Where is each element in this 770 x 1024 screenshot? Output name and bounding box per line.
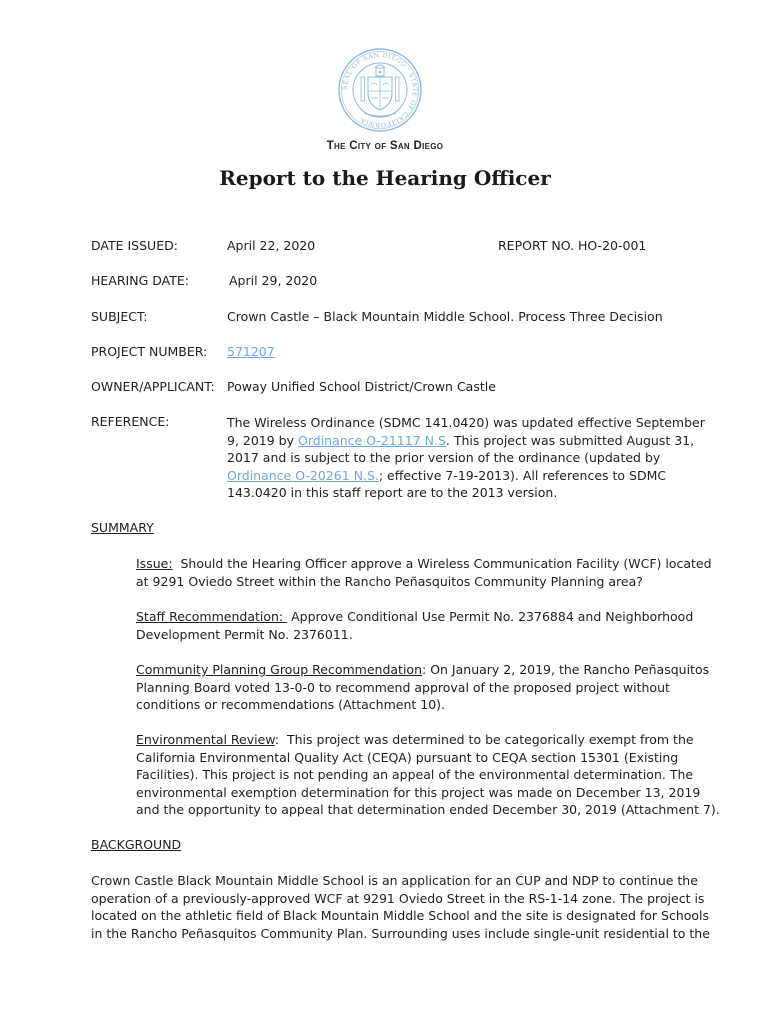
background-heading: BACKGROUND	[91, 837, 182, 852]
background-paragraph: Crown Castle Black Mountain Middle School is an application for an CUP and NDP to continue the operation of a previously-approved WCF at 9291 Oviedo Street in the RS-1-14 zone. The project is located on the athletic field of Black Mountain Middle School and the site is designated for Schools in the Rancho Peñasquitos Community Plan. Surrounding uses include single-unit residential to the	[91, 873, 710, 941]
document-title: Report to the Hearing Officer	[219, 166, 551, 190]
seal-ring-text: SEAL OF SAN DIEGO · STATE OF CALIFORNIA	[341, 51, 419, 129]
summary-heading: SUMMARY	[91, 520, 154, 535]
reference-text: The Wireless Ordinance (SDMC 141.0420) was updated effective September 9, 2019 by Ordinance O-21117 N.S. This project was submitted August 31, 2017 and is subject to the prior version of the ordinance (updated by Ordinance O-20261 N.S.; effective 7-19-2013). All references to SDMC 143.0420 in this staff report are to the 2013 version.	[227, 415, 705, 501]
staff-recommendation-label: Staff Recommendation:	[136, 609, 288, 624]
hearing-date-value: April 29, 2020	[229, 273, 318, 288]
summary-staff-recommendation: Staff Recommendation: Approve Conditional Use Permit No. 2376884 and Neighborhood Development Permit No. 2376011.	[136, 609, 694, 642]
report-number: REPORT NO. HO-20-001	[498, 238, 647, 253]
ordinance-21117-link[interactable]: Ordinance O-21117 N.S	[298, 432, 446, 448]
reference-label: REFERENCE:	[91, 414, 170, 429]
city-seal-logo	[337, 47, 423, 133]
city-name-header: The City of San Diego	[326, 140, 444, 152]
cpg-recommendation-label: Community Planning Group Recommendation	[136, 662, 423, 677]
date-issued-label: DATE ISSUED:	[91, 238, 178, 253]
subject-value: Crown Castle – Black Mountain Middle School. Process Three Decision	[227, 309, 663, 324]
issue-label: Issue:	[136, 556, 173, 571]
summary-environmental-review: Environmental Review: This project was determined to be categorically exempt from the California Environmental Quality Act (CEQA) pursuant to CEQA section 15301 (Existing Facilities). This project is not pending an appeal of the environmental determination. The environmental exemption determination for this project was made on December 13, 2019 and the opportunity to appeal that determination ended December 30, 2019 (Attachment 7).	[136, 732, 720, 818]
owner-applicant-value: Poway Unified School District/Crown Castle	[227, 379, 496, 394]
ordinance-20261-link[interactable]: Ordinance O-20261 N.S.	[227, 467, 379, 483]
hearing-date-label: HEARING DATE:	[91, 273, 189, 288]
summary-cpg-recommendation: Community Planning Group Recommendation: On January 2, 2019, the Rancho Peñasquitos Planning Board voted 13-0-0 to recommend approval of the proposed project without conditions or recommendations (Attachment 10).	[136, 662, 710, 713]
subject-label: SUBJECT:	[91, 309, 148, 324]
project-number-label: PROJECT NUMBER:	[91, 344, 208, 359]
project-number-link[interactable]: 571207	[227, 344, 275, 359]
owner-applicant-label: OWNER/APPLICANT:	[91, 379, 215, 394]
date-issued-value: April 22, 2020	[227, 238, 316, 253]
summary-issue: Issue: Should the Hearing Officer approve a Wireless Communication Facility (WCF) located at 9291 Oviedo Street within the Rancho Peñasquitos Community Planning area?	[136, 556, 712, 589]
environmental-review-label: Environmental Review	[136, 732, 275, 747]
